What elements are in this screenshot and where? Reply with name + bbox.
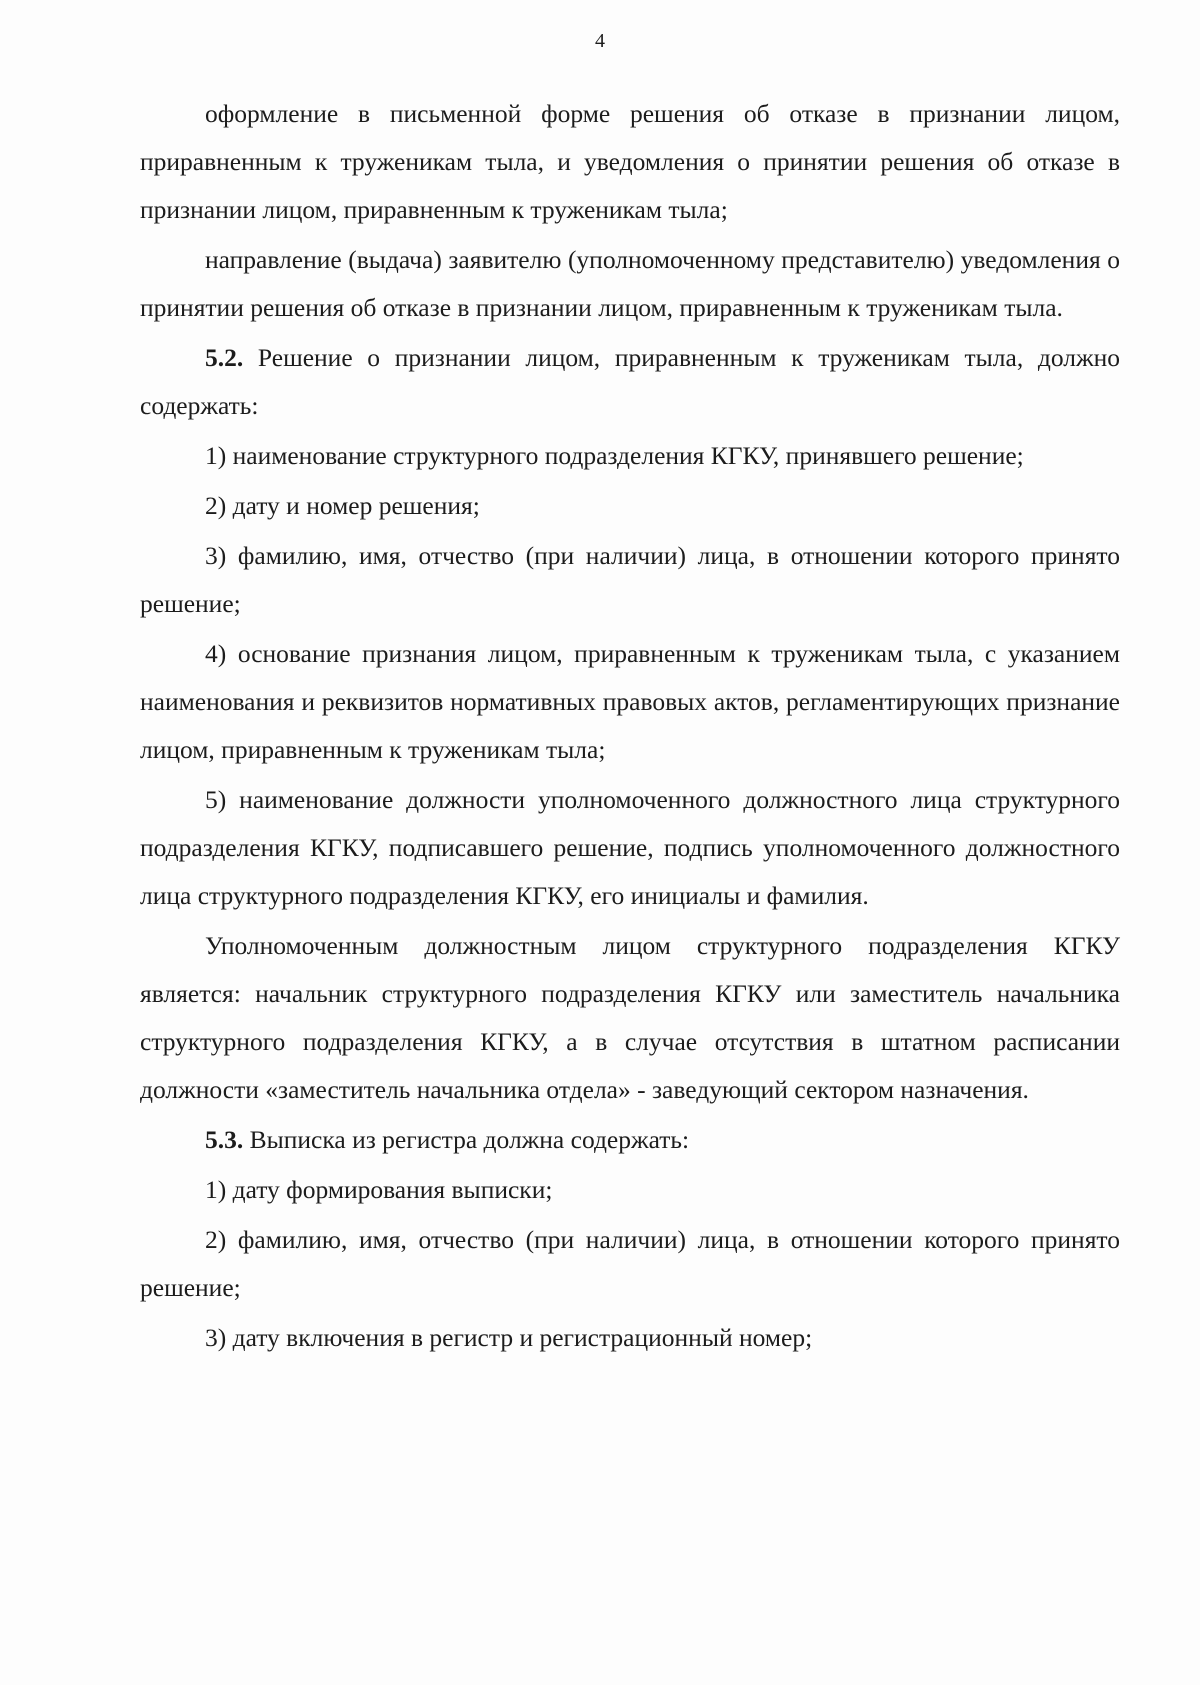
list-item: 1) дату формирования выписки; — [205, 1175, 553, 1204]
page-number: 4 — [595, 30, 605, 52]
section-5-2-heading — [140, 334, 1120, 430]
list-item: 3) фамилию, имя, отчество (при наличии) лица, в отношении которого принято решение; — [140, 541, 1120, 618]
section-5-3-heading — [140, 1116, 1120, 1164]
list-item: 5) наименование должности уполномоченного должностного лица структурного подразделения КГКУ, подписавшего решение, подпись уполномоченного должностного лица структурного подразделения КГКУ, его инициалы и фамилия. — [140, 785, 1120, 910]
section-text: Выписка из регистра должна содержать: — [243, 1125, 690, 1154]
list-item: 2) фамилию, имя, отчество (при наличии) лица, в отношении которого принято решение; — [140, 1225, 1120, 1302]
list-item: 2) дату и номер решения; — [205, 491, 480, 520]
paragraph-refusal-form: оформление в письменной форме решения об отказе в признании лицом, приравненным к труженикам тыла, и уведомления о принятии решения об отказе в признании лицом, приравненным к труженикам тыла; — [140, 99, 1120, 224]
section-number: 5.3. — [205, 1125, 244, 1154]
section-number: 5.2. — [205, 343, 244, 372]
list-item: 1) наименование структурного подразделения КГКУ, принявшего решение; — [205, 441, 1024, 470]
document-body — [140, 90, 1120, 1362]
paragraph-notification-delivery: направление (выдача) заявителю (уполномоченному представителю) уведомления о принятии решения об отказе в признании лицом, приравненным к труженикам тыла. — [140, 245, 1120, 322]
list-item: 3) дату включения в регистр и регистрационный номер; — [205, 1323, 813, 1352]
paragraph-authorized-official: Уполномоченным должностным лицом структурного подразделения КГКУ является: начальник структурного подразделения КГКУ или заместитель начальника структурного подразделения КГКУ, а в случае отсутствия в штатном расписании должности «заместитель начальника отдела» - заведующий сектором назначения. — [140, 931, 1120, 1104]
list-item: 4) основание признания лицом, приравненным к труженикам тыла, с указанием наименования и реквизитов нормативных правовых актов, регламентирующих признание лицом, приравненным к труженикам тыла; — [140, 639, 1120, 764]
section-text: Решение о признании лицом, приравненным к труженикам тыла, должно содержать: — [140, 343, 1120, 420]
